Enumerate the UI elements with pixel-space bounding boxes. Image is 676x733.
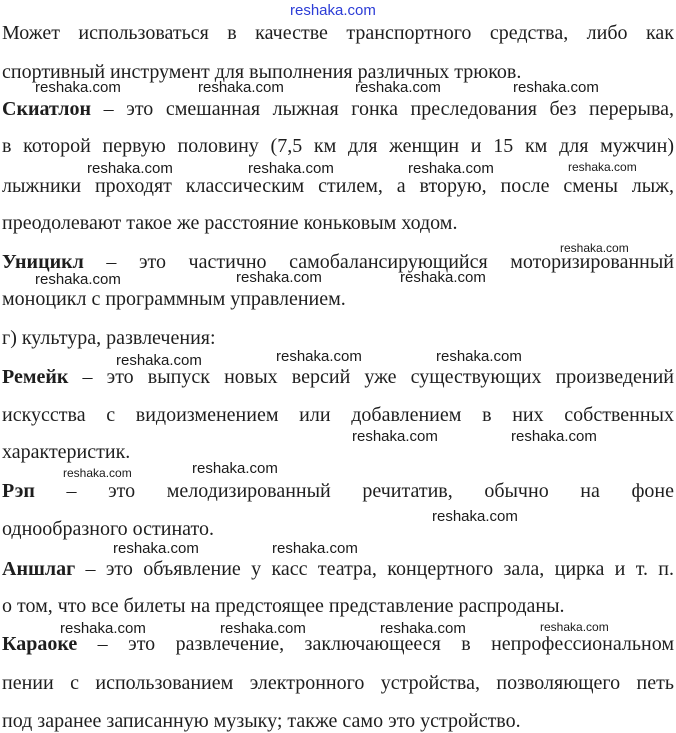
definition-text: – это объявление у касс театра, концертного зала, цирка и т. п. bbox=[75, 558, 674, 580]
watermark: reshaka.com bbox=[511, 428, 597, 445]
watermark: reshaka.com bbox=[192, 460, 278, 477]
watermark: reshaka.com bbox=[400, 269, 486, 286]
watermark: reshaka.com bbox=[198, 79, 284, 96]
definition-line-rap bbox=[2, 480, 674, 502]
text-line-5: лыжники проходят классическим стилем, а вторую, после смены лыж, bbox=[2, 175, 674, 197]
watermark: reshaka.com bbox=[35, 271, 121, 288]
definition-text: – это частично самобалансирующийся моторизированный bbox=[83, 251, 674, 273]
watermark: reshaka.com bbox=[35, 79, 121, 96]
watermark: reshaka.com bbox=[236, 269, 322, 286]
watermark: reshaka.com bbox=[352, 428, 438, 445]
term-karaoke: Караоке bbox=[2, 633, 78, 655]
text-line-1: Может использоваться в качестве транспортного средства, либо как bbox=[2, 22, 674, 44]
definition-text: – это смешанная лыжная гонка преследования без перерыва, bbox=[91, 98, 674, 120]
watermark: reshaka.com bbox=[540, 620, 609, 634]
definition-text: – это выпуск новых версий уже существующих произведений bbox=[68, 366, 674, 388]
watermark: reshaka.com bbox=[113, 540, 199, 557]
watermark: reshaka.com bbox=[380, 620, 466, 637]
watermark: reshaka.com bbox=[560, 241, 629, 255]
watermark: reshaka.com bbox=[248, 160, 334, 177]
text-line-2: спортивный инструмент для выполнения различных трюков. bbox=[2, 61, 522, 83]
term-remake: Ремейк bbox=[2, 366, 69, 388]
definition-line-skiathlon bbox=[2, 98, 674, 120]
text-line-6: преодолевают такое же расстояние коньковым ходом. bbox=[2, 212, 458, 234]
watermark-top: reshaka.com bbox=[290, 2, 376, 19]
definition-text: – это развлечение, заключающееся в непрофессиональном bbox=[77, 633, 674, 655]
definition-line-anshlag bbox=[2, 558, 674, 580]
text-line-11: искусства с видоизменением или добавлением в них собственных bbox=[2, 404, 674, 426]
text-line-14: однообразного остинато. bbox=[2, 518, 215, 540]
text-line-12: характеристик. bbox=[2, 441, 131, 463]
definition-text: – это мелодизированный речитатив, обычно на фоне bbox=[34, 480, 674, 502]
term-skiathlon: Скиатлон bbox=[2, 98, 92, 120]
text-line-16: о том, что все билеты на предстоящее представление распроданы. bbox=[2, 595, 565, 617]
watermark: reshaka.com bbox=[272, 540, 358, 557]
watermark: reshaka.com bbox=[87, 160, 173, 177]
text-line-18: пении с использованием электронного устройства, позволяющего петь bbox=[2, 672, 674, 694]
definition-line-remake bbox=[2, 366, 674, 388]
term-rap: Рэп bbox=[2, 480, 35, 502]
term-anshlag: Аншлаг bbox=[2, 558, 76, 580]
text-line-8: моноцикл с программным управлением. bbox=[2, 288, 346, 310]
watermark: reshaka.com bbox=[63, 466, 132, 480]
text-line-19: под заранее записанную музыку; также само это устройство. bbox=[2, 710, 521, 732]
term-unicycle: Уницикл bbox=[2, 251, 84, 273]
watermark: reshaka.com bbox=[276, 348, 362, 365]
watermark: reshaka.com bbox=[436, 348, 522, 365]
watermark: reshaka.com bbox=[408, 160, 494, 177]
watermark: reshaka.com bbox=[60, 620, 146, 637]
watermark: reshaka.com bbox=[568, 160, 637, 174]
watermark: reshaka.com bbox=[432, 508, 518, 525]
text-line-4: в которой первую половину (7,5 км для женщин и 15 км для мужчин) bbox=[2, 135, 674, 157]
watermark: reshaka.com bbox=[116, 352, 202, 369]
watermark: reshaka.com bbox=[355, 79, 441, 96]
watermark: reshaka.com bbox=[513, 79, 599, 96]
watermark: reshaka.com bbox=[220, 620, 306, 637]
section-heading: г) культура, развлечения: bbox=[2, 327, 216, 349]
